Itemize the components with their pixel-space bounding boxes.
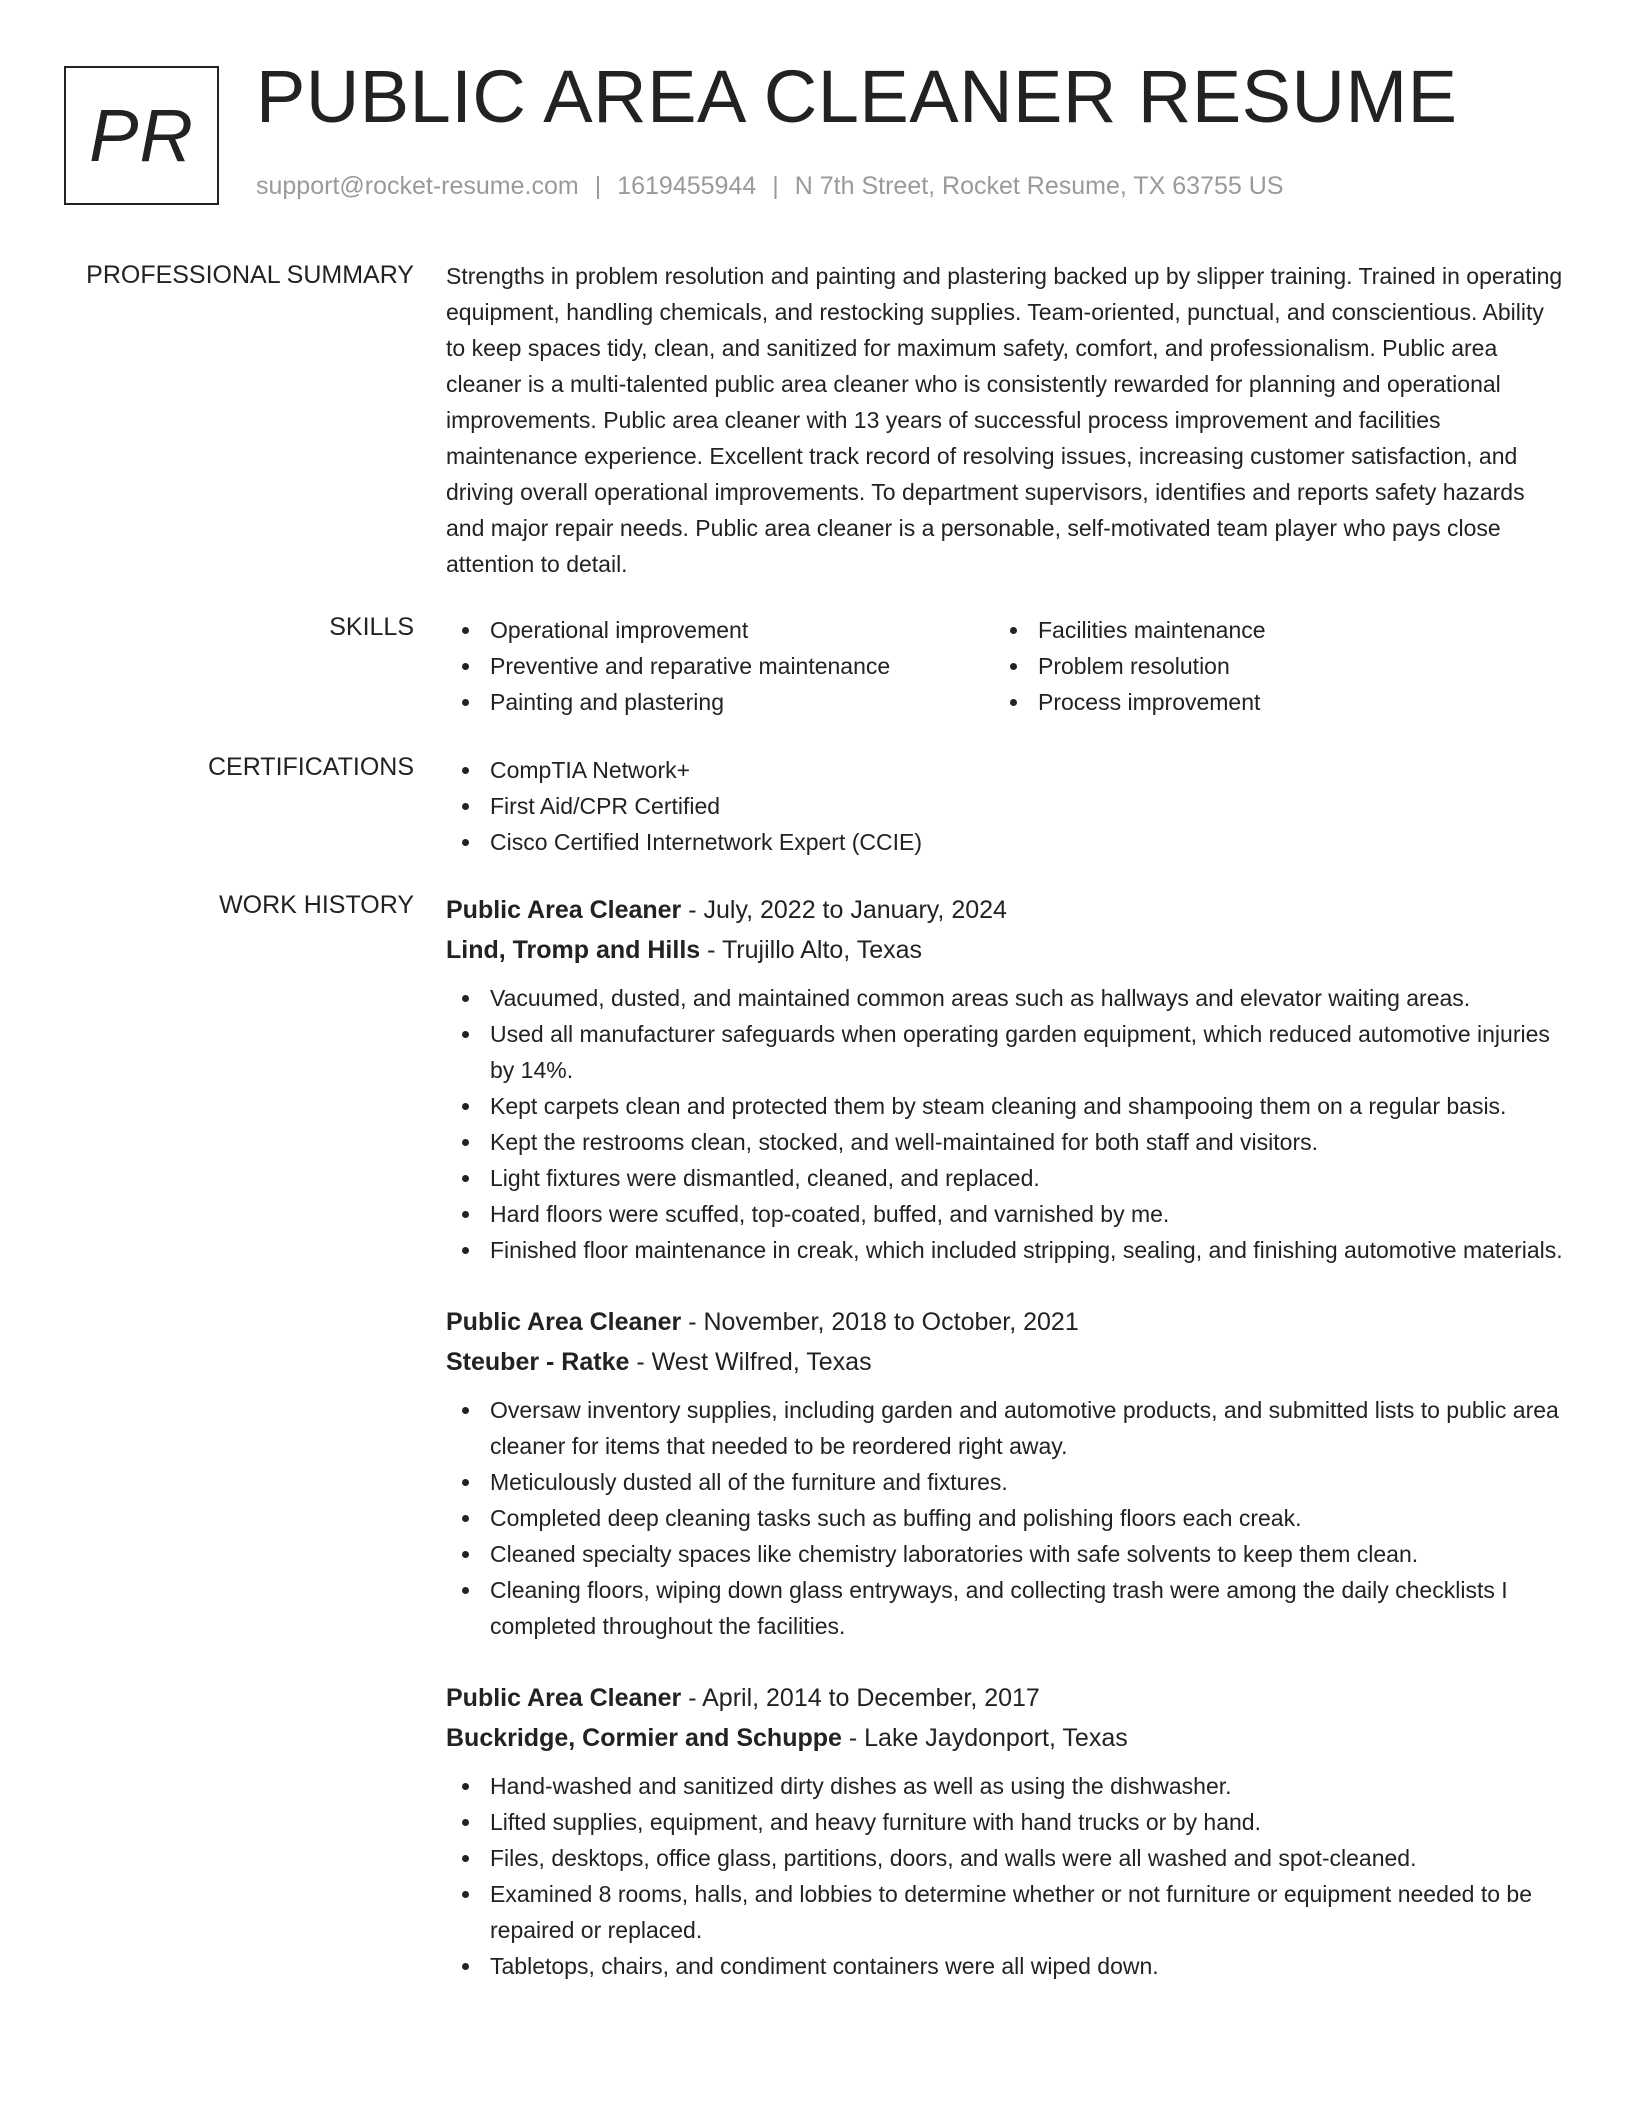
job-title-line — [446, 1678, 1566, 1718]
certifications-list — [446, 752, 1566, 860]
certifications-label: CERTIFICATIONS — [207, 753, 414, 781]
skills-label: SKILLS — [329, 613, 414, 641]
list-item: Vacuumed, dusted, and maintained common areas such as hallways and elevator waiting areas. — [446, 980, 1566, 1016]
summary-text: Strengths in problem resolution and painting and plastering backed up by slipper training. Trained in operating equipment, handling chemicals, and restocking supplies. Team-oriented, punctual, and conscientious. Ability to keep spaces tidy, clean, and sanitized for maximum safety, comfort, and professionalism. Public area cleaner is a multi-talented public area cleaner who is consistently rewarded for planning and operational improvements. Public area cleaner with 13 years of successful process improvement and facilities maintenance experience. Excellent track record of resolving issues, increasing customer satisfaction, and driving overall operational improvements. To department supervisors, identifies and reports safety hazards and major repair needs. Public area cleaner is a personable, self-motivated team player who pays close attention to detail. — [446, 263, 1563, 577]
list-item: Light fixtures were dismantled, cleaned, and replaced. — [446, 1160, 1566, 1196]
list-item: Finished floor maintenance in creak, which included stripping, sealing, and finishing automotive materials. — [446, 1232, 1566, 1268]
list-item: Examined 8 rooms, halls, and lobbies to determine whether or not furniture or equipment needed to be repaired or replaced. — [446, 1876, 1566, 1948]
contact-separator: | — [594, 172, 602, 200]
list-item: CompTIA Network+ — [446, 752, 1566, 788]
page-title: PUBLIC AREA CLEANER RESUME — [256, 55, 1458, 138]
contact-address: N 7th Street, Rocket Resume, TX 63755 US — [794, 172, 1284, 200]
work-history-body — [446, 890, 1566, 2018]
job-title-line — [446, 890, 1566, 930]
list-item: Tabletops, chairs, and condiment containers were all wiped down. — [446, 1948, 1566, 1984]
list-item: Files, desktops, office glass, partitions, doors, and walls were all washed and spot-cleaned. — [446, 1840, 1566, 1876]
certifications-body — [446, 752, 1566, 860]
list-item: Cisco Certified Internetwork Expert (CCIE) — [446, 824, 1566, 860]
list-item: Kept the restrooms clean, stocked, and well-maintained for both staff and visitors. — [446, 1124, 1566, 1160]
skills-grid — [446, 612, 1566, 720]
job-duties-list — [446, 1392, 1566, 1644]
job-duties-list — [446, 1768, 1566, 1984]
skills-list-right — [994, 612, 1542, 720]
job-dates: - November, 2018 to October, 2021 — [681, 1308, 1079, 1336]
list-item: Problem resolution — [994, 648, 1542, 684]
job-company-line — [446, 1342, 1566, 1382]
contact-separator: | — [772, 172, 779, 200]
job-company: Buckridge, Cormier and Schuppe — [446, 1724, 842, 1752]
list-item: Used all manufacturer safeguards when operating garden equipment, which reduced automotive injuries by 14%. — [446, 1016, 1566, 1088]
list-item: Hard floors were scuffed, top-coated, buffed, and varnished by me. — [446, 1196, 1566, 1232]
job-company-line — [446, 1718, 1566, 1758]
list-item: Completed deep cleaning tasks such as buffing and polishing floors each creak. — [446, 1500, 1566, 1536]
contact-phone: 1619455944 — [617, 172, 757, 200]
job-dates: - April, 2014 to December, 2017 — [681, 1684, 1040, 1712]
job-title-line — [446, 1302, 1566, 1342]
job-title: Public Area Cleaner — [446, 1308, 682, 1336]
list-item: Process improvement — [994, 684, 1542, 720]
list-item: Cleaning floors, wiping down glass entryways, and collecting trash were among the daily checklists I completed throughout the facilities. — [446, 1572, 1566, 1644]
summary-label: PROFESSIONAL SUMMARY — [86, 261, 414, 289]
list-item: Preventive and reparative maintenance — [446, 648, 994, 684]
skills-body — [446, 612, 1566, 720]
job-entry — [446, 890, 1566, 1268]
list-item: Operational improvement — [446, 612, 994, 648]
job-entry — [446, 1678, 1566, 1984]
list-item: Cleaned specialty spaces like chemistry laboratories with safe solvents to keep them clean. — [446, 1536, 1566, 1572]
list-item: Lifted supplies, equipment, and heavy furniture with hand trucks or by hand. — [446, 1804, 1566, 1840]
list-item: Meticulously dusted all of the furniture and fixtures. — [446, 1464, 1566, 1500]
work-history-label: WORK HISTORY — [219, 891, 414, 919]
list-item: Oversaw inventory supplies, including garden and automotive products, and submitted lists to public area cleaner for items that needed to be reordered right away. — [446, 1392, 1566, 1464]
list-item: Kept carpets clean and protected them by steam cleaning and shampooing them on a regular basis. — [446, 1088, 1566, 1124]
job-company: Steuber - Ratke — [446, 1348, 630, 1376]
job-company-line — [446, 930, 1566, 970]
list-item: First Aid/CPR Certified — [446, 788, 1566, 824]
skills-list-left — [446, 612, 994, 720]
list-item: Hand-washed and sanitized dirty dishes as well as using the dishwasher. — [446, 1768, 1566, 1804]
job-location: - West Wilfred, Texas — [629, 1348, 872, 1376]
list-item: Painting and plastering — [446, 684, 994, 720]
job-location: - Trujillo Alto, Texas — [700, 936, 923, 964]
job-duties-list — [446, 980, 1566, 1268]
job-dates: - July, 2022 to January, 2024 — [681, 896, 1007, 924]
job-location: - Lake Jaydonport, Texas — [841, 1724, 1128, 1752]
job-title: Public Area Cleaner — [446, 1684, 682, 1712]
job-title: Public Area Cleaner — [446, 896, 682, 924]
job-entry — [446, 1302, 1566, 1644]
list-item: Facilities maintenance — [994, 612, 1542, 648]
contact-line — [256, 172, 1283, 201]
monogram-logo: PR — [64, 66, 219, 205]
job-company: Lind, Tromp and Hills — [446, 936, 701, 964]
contact-email: support@rocket-resume.com — [256, 172, 579, 200]
summary-body — [446, 258, 1566, 582]
